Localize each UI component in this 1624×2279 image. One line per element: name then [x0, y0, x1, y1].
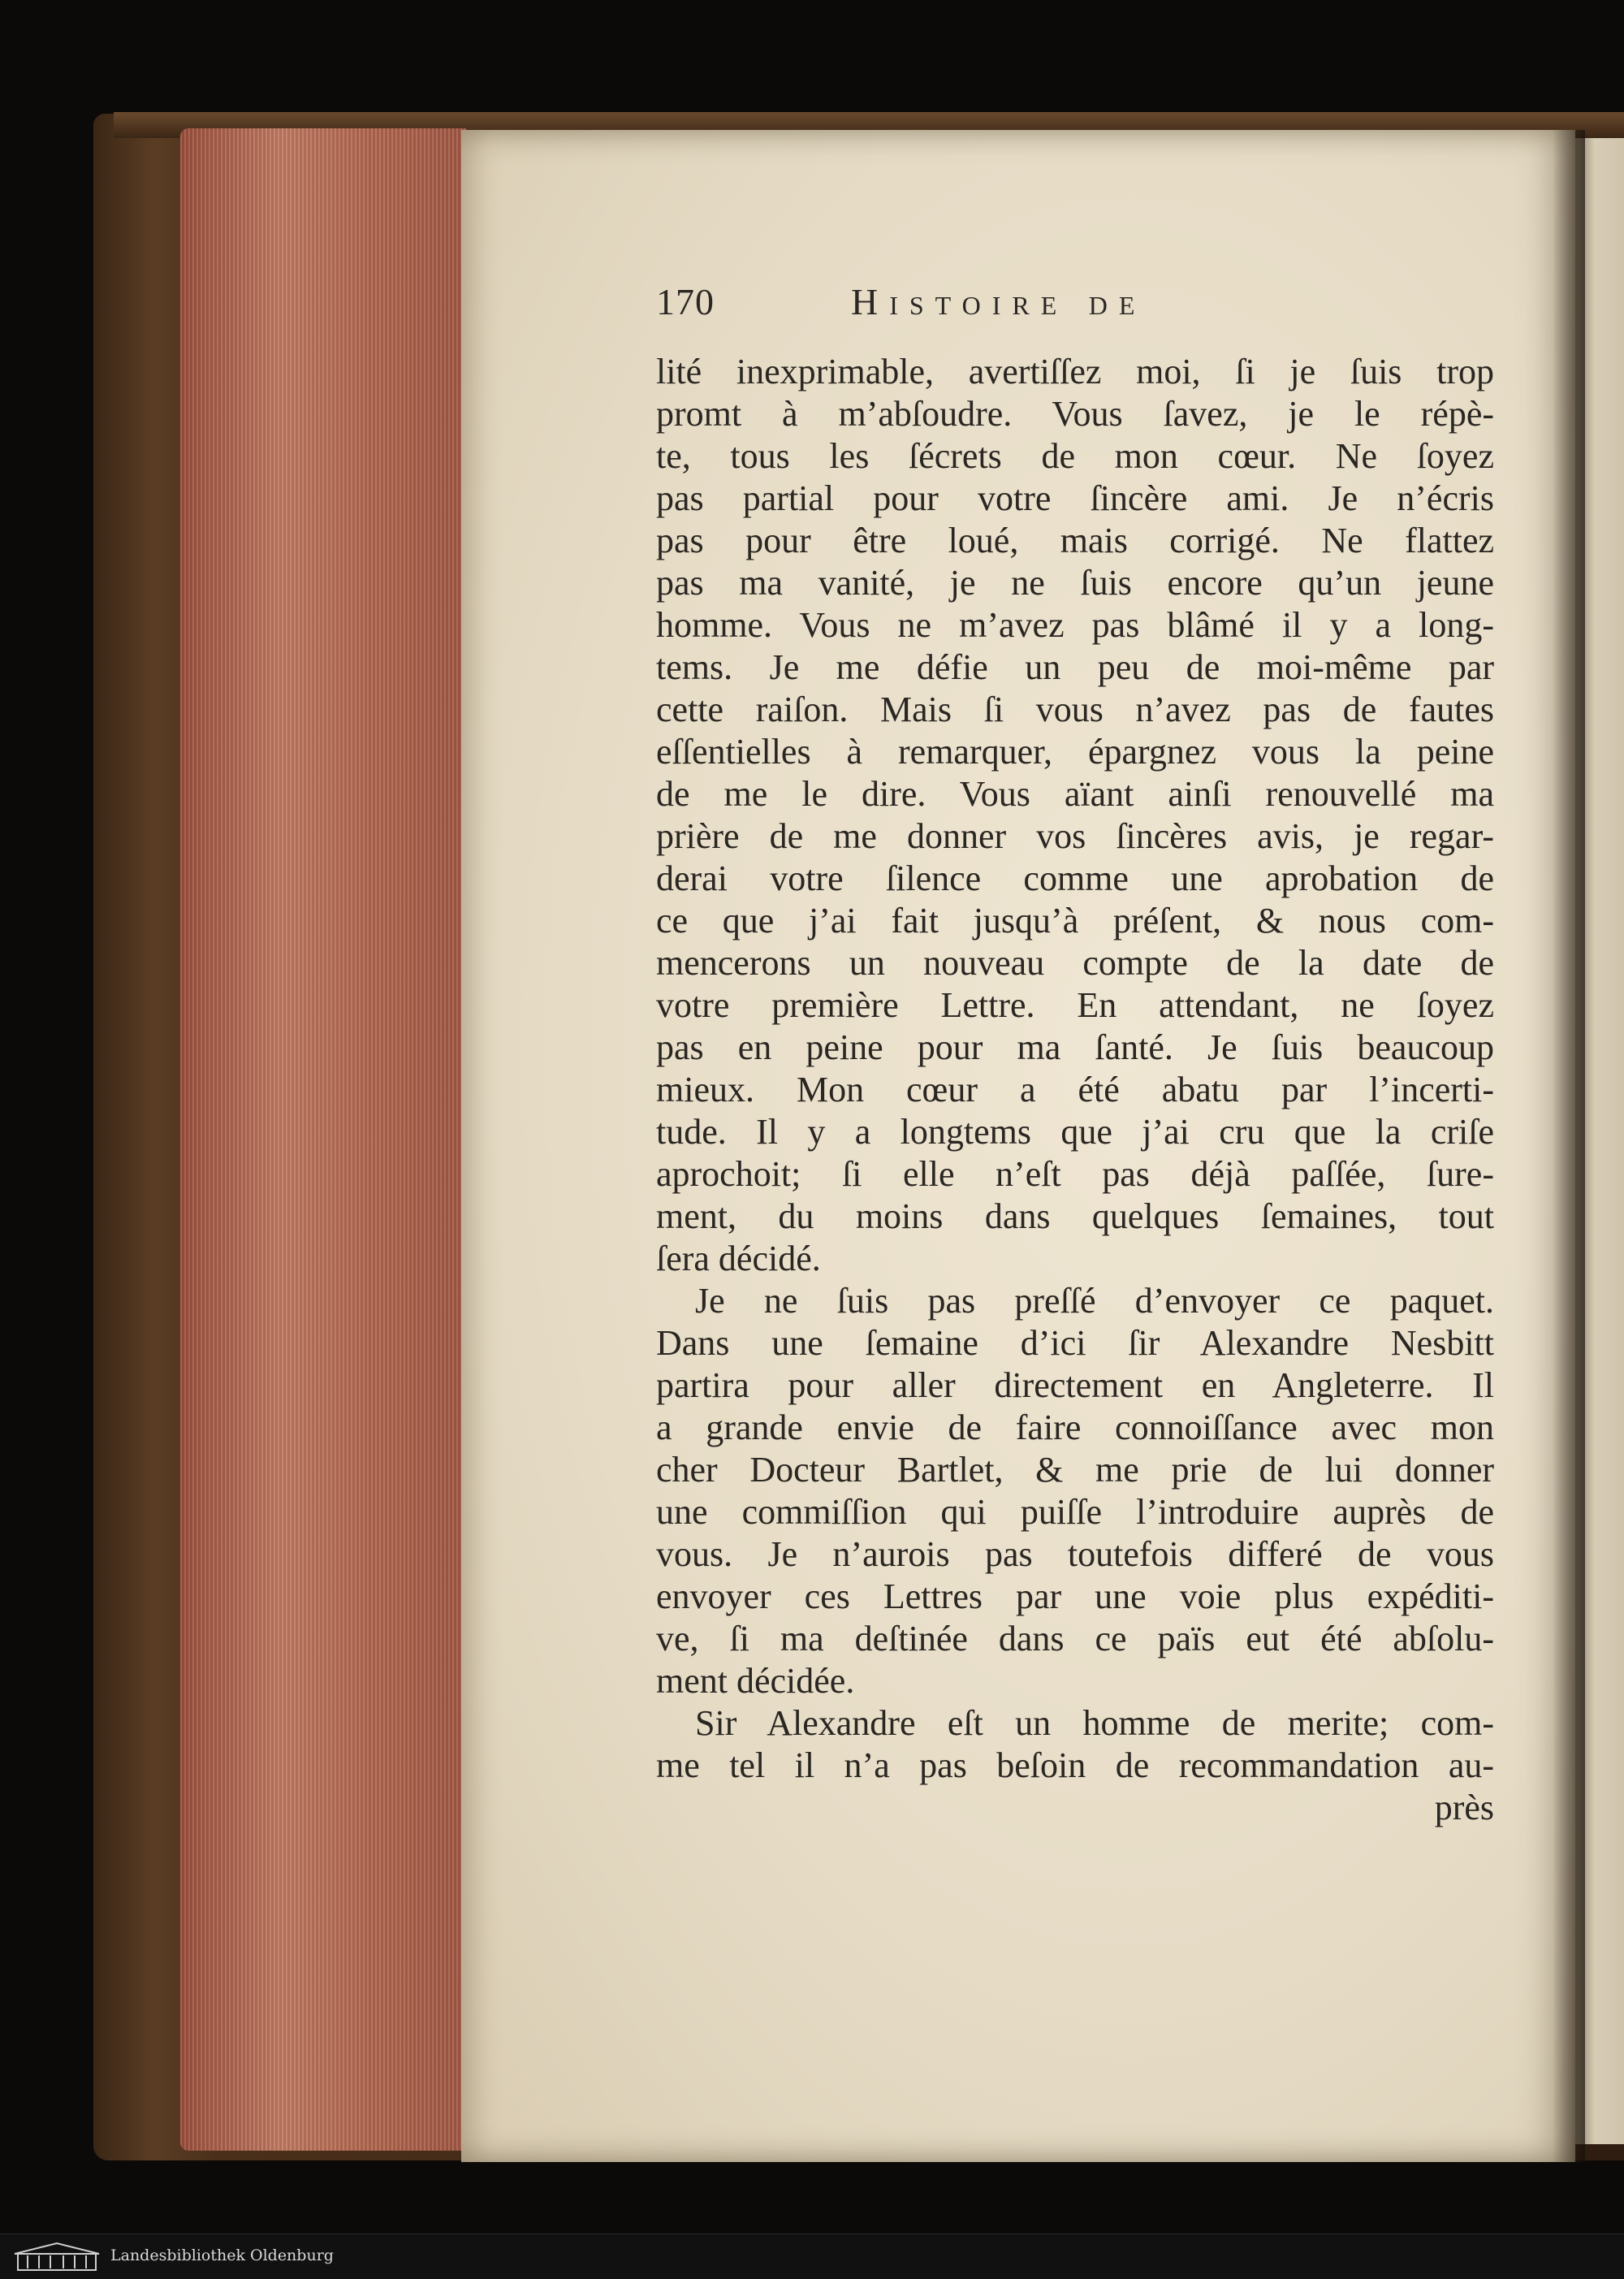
text-line: ment, du moins dans quelques ſemaines, tout: [656, 1196, 1494, 1236]
text-line: tude. Il y a longtems que j’ai cru que la criſe: [656, 1112, 1494, 1152]
text-line: a grande envie de faire connoiſſance avec mon: [656, 1408, 1494, 1447]
running-title: Histoire de: [851, 281, 1147, 322]
text-line: Dans une ſemaine d’ici ſir Alexandre Nesbitt: [656, 1323, 1494, 1363]
text-line: votre première Lettre. En attendant, ne ſoyez: [656, 985, 1494, 1025]
text-line: eſſentielles à remarquer, épargnez vous la peine: [656, 732, 1494, 772]
library-name: Landesbibliothek Oldenburg: [110, 2247, 334, 2264]
text-line: pas ma vanité, je ne ſuis encore qu’un jeune: [656, 563, 1494, 603]
text-line: partira pour aller directement en Angleterre. Il: [656, 1365, 1494, 1405]
text-line: aprochoit; ſi elle n’eſt pas déjà paſſée, ſure-: [656, 1154, 1494, 1194]
paragraph-first-line: Je ne ſuis pas preſſé d’envoyer ce paquet.: [695, 1281, 1494, 1321]
catchword: près: [1434, 1788, 1494, 1827]
text-line: ſera décidé.: [656, 1239, 821, 1278]
text-line: envoyer ces Lettres par une voie plus expéditi-: [656, 1576, 1494, 1616]
text-line: ce que j’ai fait jusqu’à préſent, & nous com-: [656, 901, 1494, 941]
library-footer: [0, 2234, 1624, 2279]
text-line: une commiſſion qui puiſſe l’introduire auprès de: [656, 1492, 1494, 1532]
page-edges: [180, 128, 466, 2151]
text-line: te, tous les ſécrets de mon cœur. Ne ſoyez: [656, 436, 1494, 476]
text-line: derai votre ſilence comme une aprobation de: [656, 858, 1494, 898]
library-building-icon: [11, 2241, 102, 2273]
text-line: de me le dire. Vous aïant ainſi renouvellé ma: [656, 774, 1494, 814]
text-line: cette raiſon. Mais ſi vous n’avez pas de fautes: [656, 690, 1494, 729]
text-line: pas partial pour votre ſincère ami. Je n’écris: [656, 478, 1494, 518]
text-line: pas pour être loué, mais corrigé. Ne flattez: [656, 521, 1494, 560]
text-line: pas en peine pour ma ſanté. Je ſuis beaucoup: [656, 1027, 1494, 1067]
text-line: ve, ſi ma deſtinée dans ce païs eut été abſolu-: [656, 1619, 1494, 1658]
text-line: me tel il n’a pas beſoin de recommandation au-: [656, 1745, 1494, 1785]
body-text: [656, 351, 1494, 1829]
text-line: ment décidée.: [656, 1661, 855, 1701]
running-head: [656, 280, 1492, 329]
text-line: cher Docteur Bartlet, & me prie de lui donner: [656, 1450, 1494, 1490]
text-line: homme. Vous ne m’avez pas blâmé il y a long-: [656, 605, 1494, 645]
text-line: prière de me donner vos ſincères avis, je regar-: [656, 816, 1494, 856]
paragraph-first-line: Sir Alexandre eſt un homme de merite; com-: [695, 1703, 1494, 1743]
text-line: promt à m’abſoudre. Vous ſavez, je le répè-: [656, 394, 1494, 434]
text-line: tems. Je me défie un peu de moi-même par: [656, 647, 1494, 687]
text-line: vous. Je n’aurois pas toutefois differé de vous: [656, 1534, 1494, 1574]
page-number: 170: [656, 281, 715, 322]
text-line: mencerons un nouveau compte de la date de: [656, 943, 1494, 983]
text-line: lité inexprimable, avertiſſez moi, ſi je ſuis trop: [656, 352, 1494, 391]
gutter-shadow: [1553, 130, 1585, 2162]
text-line: mieux. Mon cœur a été abatu par l’incerti-: [656, 1070, 1494, 1109]
